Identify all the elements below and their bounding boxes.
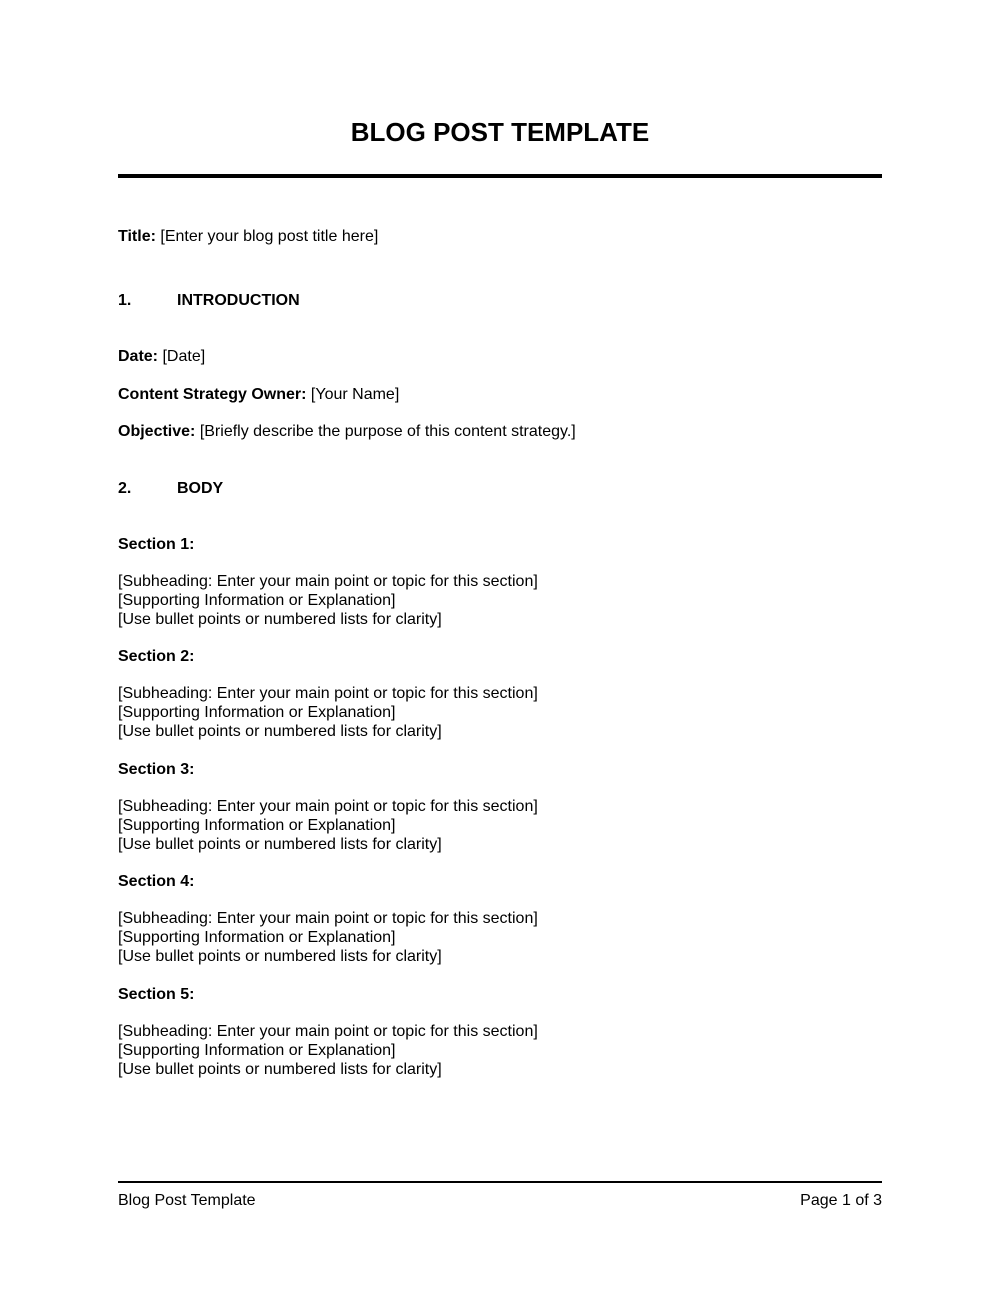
field-label: Date: xyxy=(118,348,159,365)
owner-field xyxy=(118,385,399,404)
body-section-line: [Supporting Information or Explanation] xyxy=(118,817,396,834)
body-section-line: [Use bullet points or numbered lists for clarity] xyxy=(118,611,442,628)
body-section-line: [Subheading: Enter your main point or topic for this section] xyxy=(118,798,538,815)
body-section-line: [Subheading: Enter your main point or topic for this section] xyxy=(118,1023,538,1040)
body-section-line: [Supporting Information or Explanation] xyxy=(118,704,396,721)
section-heading: BODY xyxy=(177,480,224,497)
body-section-label: Section 1: xyxy=(118,536,195,553)
body-section-label: Section 3: xyxy=(118,761,195,778)
footer-divider xyxy=(118,1181,882,1183)
body-section-line: [Subheading: Enter your main point or topic for this section] xyxy=(118,573,538,590)
field-value: [Your Name] xyxy=(310,386,400,403)
body-section-line: [Subheading: Enter your main point or topic for this section] xyxy=(118,685,538,702)
title-field-value: [Enter your blog post title here] xyxy=(160,228,379,245)
objective-field xyxy=(118,422,576,441)
section-number: 1. xyxy=(118,292,132,309)
body-section-line: [Use bullet points or numbered lists for clarity] xyxy=(118,836,442,853)
body-section-line: [Supporting Information or Explanation] xyxy=(118,929,396,946)
document-title: BLOG POST TEMPLATE xyxy=(350,117,650,147)
body-section-line: [Supporting Information or Explanation] xyxy=(118,592,396,609)
date-field xyxy=(118,347,205,366)
footer-document-name: Blog Post Template xyxy=(118,1192,256,1209)
body-section-line: [Use bullet points or numbered lists for clarity] xyxy=(118,948,442,965)
body-section-line: [Subheading: Enter your main point or topic for this section] xyxy=(118,910,538,927)
body-section-line: [Use bullet points or numbered lists for clarity] xyxy=(118,1061,442,1078)
field-value: [Date] xyxy=(162,348,206,365)
field-label: Content Strategy Owner: xyxy=(118,386,307,403)
body-section-line: [Supporting Information or Explanation] xyxy=(118,1042,396,1059)
body-section-line: [Use bullet points or numbered lists for clarity] xyxy=(118,723,442,740)
footer-page-number: Page 1 of 3 xyxy=(800,1192,882,1209)
body-section-label: Section 5: xyxy=(118,986,195,1003)
title-field xyxy=(118,227,378,246)
section-heading-body xyxy=(118,479,223,498)
section-heading: INTRODUCTION xyxy=(177,292,300,309)
field-label: Objective: xyxy=(118,423,196,440)
body-section-label: Section 2: xyxy=(118,648,195,665)
body-section-label: Section 4: xyxy=(118,873,195,890)
field-value: [Briefly describe the purpose of this content strategy.] xyxy=(199,423,576,440)
title-field-label: Title: xyxy=(118,228,156,245)
title-divider xyxy=(118,174,882,178)
section-number: 2. xyxy=(118,480,132,497)
section-heading-introduction xyxy=(118,291,300,310)
